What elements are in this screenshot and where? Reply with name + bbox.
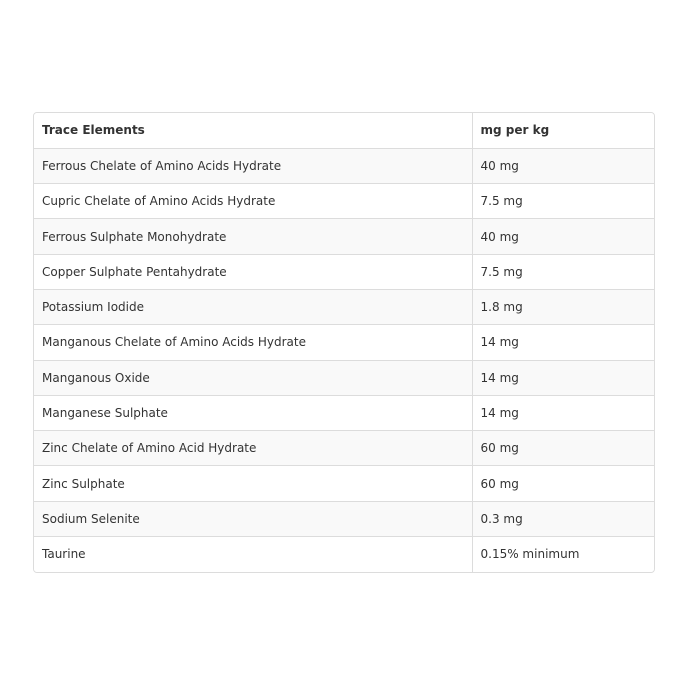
- table-row: [34, 537, 654, 572]
- amount-cell: 40 mg: [472, 219, 654, 254]
- element-name-cell: Potassium Iodide: [34, 289, 472, 324]
- table-row: [34, 466, 654, 501]
- amount-cell: 7.5 mg: [472, 254, 654, 289]
- table-row: [34, 148, 654, 183]
- element-name-cell: Zinc Sulphate: [34, 466, 472, 501]
- trace-elements-table: [34, 113, 654, 572]
- table-row: [34, 184, 654, 219]
- amount-cell: 14 mg: [472, 360, 654, 395]
- element-name-cell: Taurine: [34, 537, 472, 572]
- table-row: [34, 289, 654, 324]
- element-name-cell: Zinc Chelate of Amino Acid Hydrate: [34, 431, 472, 466]
- table-row: [34, 325, 654, 360]
- table-row: [34, 254, 654, 289]
- table-row: [34, 219, 654, 254]
- table-row: [34, 395, 654, 430]
- header-trace-elements: Trace Elements: [34, 113, 472, 148]
- element-name-cell: Copper Sulphate Pentahydrate: [34, 254, 472, 289]
- table-row: [34, 431, 654, 466]
- table-header: [34, 113, 654, 148]
- amount-cell: 40 mg: [472, 148, 654, 183]
- amount-cell: 7.5 mg: [472, 184, 654, 219]
- amount-cell: 14 mg: [472, 325, 654, 360]
- amount-cell: 1.8 mg: [472, 289, 654, 324]
- amount-cell: 0.3 mg: [472, 501, 654, 536]
- table-row: [34, 360, 654, 395]
- element-name-cell: Ferrous Sulphate Monohydrate: [34, 219, 472, 254]
- amount-cell: 60 mg: [472, 466, 654, 501]
- amount-cell: 60 mg: [472, 431, 654, 466]
- header-row: [34, 113, 654, 148]
- trace-elements-table-container: [33, 112, 655, 573]
- element-name-cell: Manganous Chelate of Amino Acids Hydrate: [34, 325, 472, 360]
- table-row: [34, 501, 654, 536]
- element-name-cell: Cupric Chelate of Amino Acids Hydrate: [34, 184, 472, 219]
- element-name-cell: Manganese Sulphate: [34, 395, 472, 430]
- amount-cell: 0.15% minimum: [472, 537, 654, 572]
- table-body: [34, 148, 654, 572]
- element-name-cell: Ferrous Chelate of Amino Acids Hydrate: [34, 148, 472, 183]
- element-name-cell: Manganous Oxide: [34, 360, 472, 395]
- header-mg-per-kg: mg per kg: [472, 113, 654, 148]
- amount-cell: 14 mg: [472, 395, 654, 430]
- element-name-cell: Sodium Selenite: [34, 501, 472, 536]
